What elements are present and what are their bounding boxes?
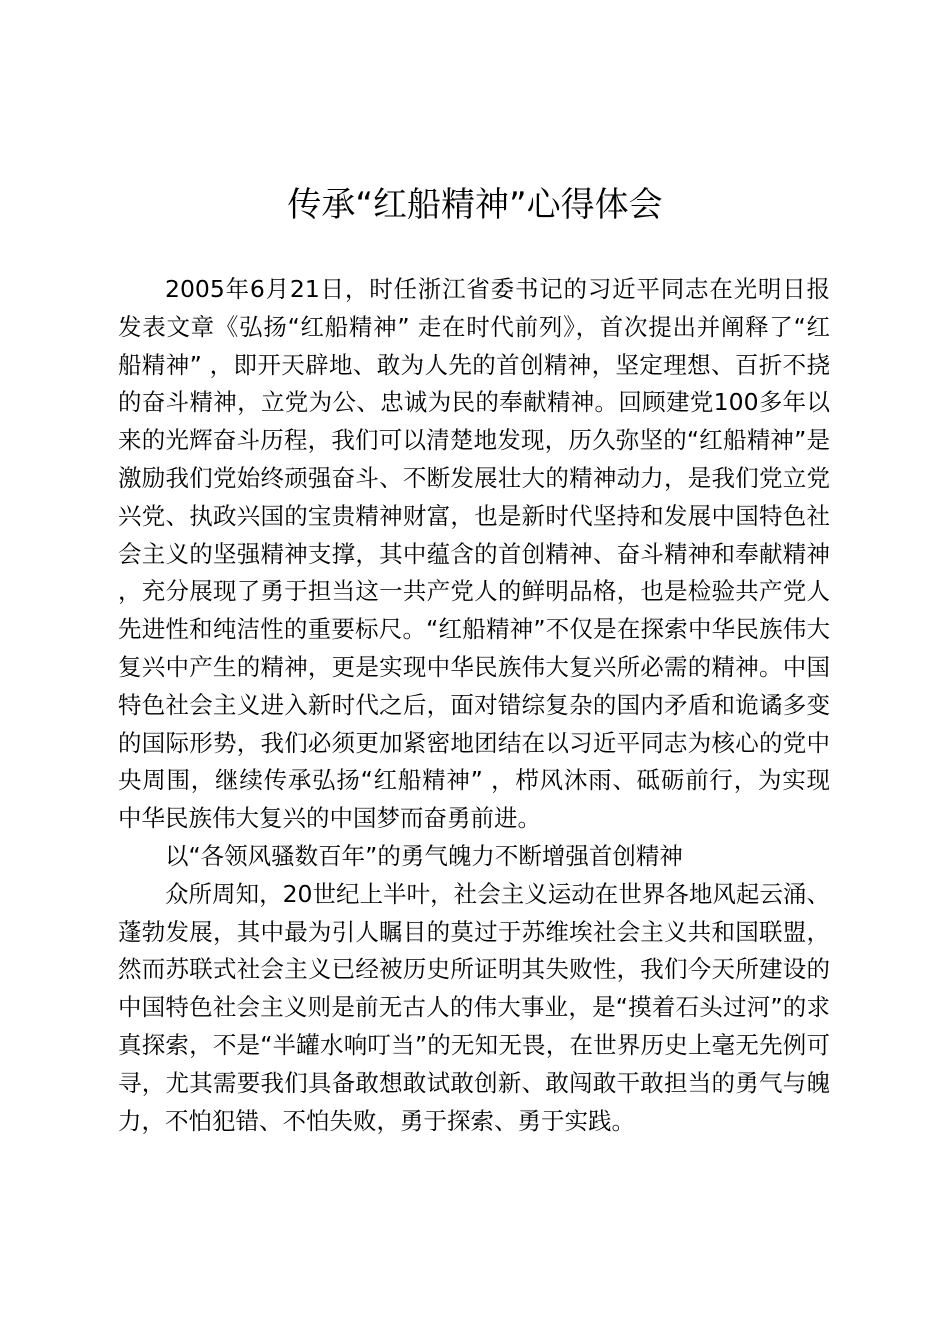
document-title: 传承“红船精神”心得体会 <box>287 185 663 225</box>
section-heading: 以“各领风骚数百年”的勇气魄力不断增强首创精神 <box>165 841 683 870</box>
paragraph-intro: 2005年6月21日，时任浙江省委书记的习近平同志在光明日报发表文章《弘扬“红船精神” 走在时代前列》，首次提出并阐释了“红船精神” ，即开天辟地、敢为人先的首创精神，坚定理想、百折不挠的奋斗精神，立党为公、忠诚为民的奉献精神。回顾建党100多年以来的光辉奋斗历程，我们可以清楚地发现，历久弥坚的“红船精神”是激励我们党始终顽强奋斗、不断发展壮大的精神动力，是我们党立党兴党、执政兴国的宝贵精神财富，也是新时代坚持和发展中国特色社会主义的坚强精神支撑，其中蕴含的首创精神、奋斗精神和奉献精神，充分展现了勇于担当这一共产党人的鲜明品格，也是检验共产党人先进性和纯洁性的重要标尺。“红船精神”不仅是在探索中华民族伟大复兴中产生的精神，更是实现中华民族伟大复兴所必需的精神。中国特色社会主义进入新时代之后，面对错综复杂的国内矛盾和诡谲多变的国际形势，我们必须更加紧密地团结在以习近平同志为核心的党中央周围，继续传承弘扬“红船精神” ，栉风沐雨、砥砺前行，为实现中华民族伟大复兴的中国梦而奋勇前进。 <box>118 275 830 833</box>
paragraph-section-1: 众所周知，20世纪上半叶，社会主义运动在世界各地风起云涌、蓬勃发展，其中最为引人瞩目的莫过于苏维埃社会主义共和国联盟，然而苏联式社会主义已经被历史所证明其失败性，我们今天所建设的中国特色社会主义则是前无古人的伟大事业，是“摸着石头过河”的求真探索，不是“半罐水响叮当”的无知无畏，在世界历史上毫无先例可寻，尤其需要我们具备敢想敢试敢创新、敢闯敢干敢担当的勇气与魄力，不怕犯错、不怕失败，勇于探索、勇于实践。 <box>118 879 830 1135</box>
document-body <box>118 271 830 1140</box>
